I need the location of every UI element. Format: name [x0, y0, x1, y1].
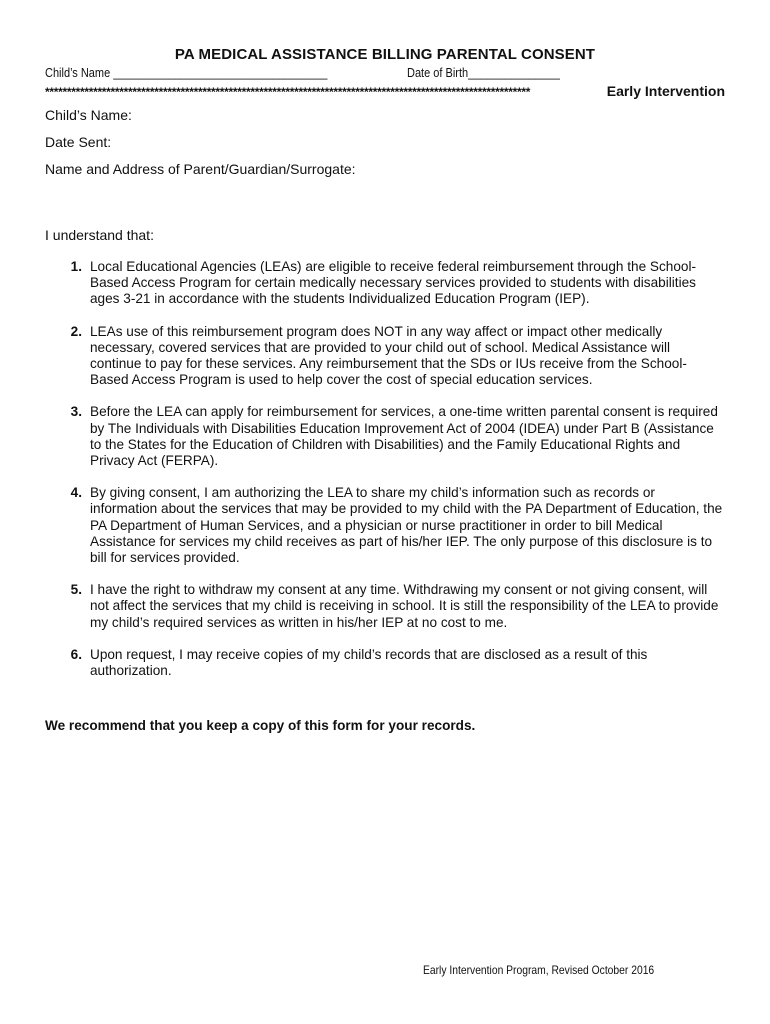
- recommendation-text: We recommend that you keep a copy of this form for your records.: [45, 718, 476, 733]
- childs-name-line: Child’s Name ___________________________________: [45, 66, 328, 80]
- parent-address-field: Name and Address of Parent/Guardian/Surrogate:: [45, 161, 356, 177]
- list-item: [45, 324, 725, 389]
- date-of-birth-line: Date of Birth_______________: [407, 66, 560, 80]
- intro-text: I understand that:: [45, 227, 154, 243]
- separator-line: [45, 83, 725, 99]
- asterisk-separator: ***************************************************************************************************************: [45, 85, 531, 99]
- item-number: 4.: [70, 485, 82, 501]
- consent-items-list: [45, 259, 725, 695]
- item-text: Local Educational Agencies (LEAs) are eligible to receive federal reimbursement through the School-Based Access Program for certain medically necessary services provided to students with disabilities ages 3-21 in accordance with the students Individualized Education Program (IEP).: [90, 259, 697, 307]
- list-item: [45, 582, 725, 631]
- list-item: [45, 485, 725, 566]
- list-item: [45, 259, 725, 308]
- item-text: By giving consent, I am authorizing the LEA to share my child’s information such as records or information about the services that may be provided to my child with the PA Department of Education, the PA Department of Human Services, and a physician or nurse practitioner in order to bill Medical Assistance for services my child receives as part of his/her IEP. The only purpose of this disclosure is to bill for services provided.: [90, 485, 723, 566]
- footer-text: Early Intervention Program, Revised October 2016: [423, 963, 655, 977]
- date-sent-field: Date Sent:: [45, 134, 112, 150]
- item-number: 2.: [70, 323, 82, 339]
- list-item: [45, 647, 725, 679]
- program-label: Early Intervention: [606, 83, 725, 99]
- item-text: LEAs use of this reimbursement program does NOT in any way affect or impact other medically necessary, covered services that are provided to your child out of school. Medical Assistance will continue to pay for these services. Any reimbursement that the SDs or IUs receive from the School-Based Access Program is used to help cover the cost of special education services.: [90, 323, 687, 388]
- item-number: 5.: [70, 582, 82, 598]
- childs-name-field: Child’s Name:: [45, 107, 132, 123]
- list-item: [45, 404, 725, 469]
- item-number: 3.: [70, 404, 82, 420]
- item-text: Upon request, I may receive copies of my child’s records that are disclosed as a result of this authorization.: [90, 646, 648, 679]
- item-text: Before the LEA can apply for reimbursement for services, a one-time written parental consent is required by The Individuals with Disabilities Education Improvement Act of 2004 (IDEA) under Part B (Assistance to the States for the Education of Children with Disabilities) and the Family Educational Rights and Privacy Act (FERPA).: [90, 404, 718, 469]
- form-title: PA MEDICAL ASSISTANCE BILLING PARENTAL CONSENT: [174, 46, 596, 63]
- item-number: 6.: [70, 646, 82, 662]
- item-number: 1.: [70, 259, 82, 274]
- item-text: I have the right to withdraw my consent at any time. Withdrawing my consent or not giving consent, will not affect the services that my child is receiving in school. It is still the responsibility of the LEA to provide my child’s required services as written in his/her IEP at no cost to me.: [90, 582, 719, 630]
